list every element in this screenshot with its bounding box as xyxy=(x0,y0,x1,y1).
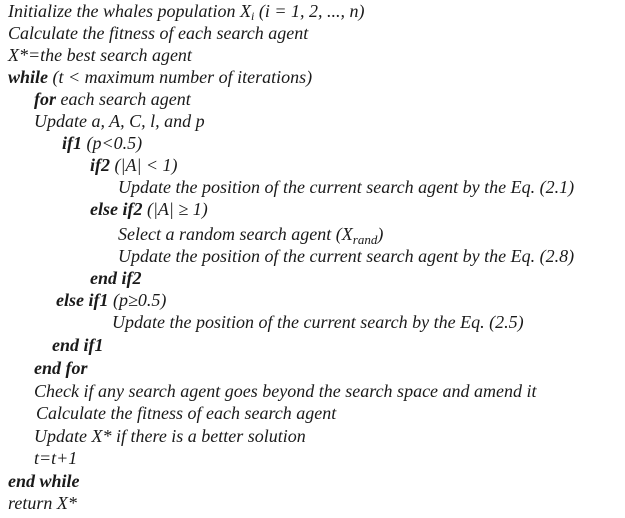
keyword: else if1 xyxy=(56,290,109,310)
line-update-eq-2-1 xyxy=(118,176,574,198)
keyword: for xyxy=(34,89,56,109)
line-initialize xyxy=(8,0,364,22)
line-text: (t < maximum number of iterations) xyxy=(48,67,313,87)
line-return xyxy=(8,492,77,514)
line-text: Update a, A, C, l, and p xyxy=(34,111,205,131)
line-text: (p<0.5) xyxy=(82,133,143,153)
line-best-agent xyxy=(8,44,192,66)
line-text: Calculate the fitness of each search agent xyxy=(8,23,309,43)
keyword: if1 xyxy=(62,133,82,153)
line-if2 xyxy=(90,154,178,176)
keyword: if2 xyxy=(90,155,110,175)
line-text: Check if any search agent goes beyond the search space and amend it xyxy=(34,381,537,401)
line-text: (i = 1, 2, ..., n) xyxy=(254,1,365,21)
line-while xyxy=(8,66,312,88)
keyword: end while xyxy=(8,471,80,491)
line-check-bounds xyxy=(34,380,537,402)
keyword: end if2 xyxy=(90,268,142,288)
line-update-best xyxy=(34,425,306,447)
line-end-for xyxy=(34,357,88,379)
line-end-if1 xyxy=(52,334,104,356)
line-for xyxy=(34,88,191,110)
keyword: end if1 xyxy=(52,335,104,355)
keyword: end for xyxy=(34,358,88,378)
line-text: Initialize the whales population X xyxy=(8,1,251,21)
line-text: Update X* if there is a better solution xyxy=(34,426,306,446)
line-calc-fitness xyxy=(8,22,308,44)
line-update-eq-2-5 xyxy=(112,311,524,333)
line-text: Select a random search agent (X xyxy=(118,224,353,244)
line-if1 xyxy=(62,132,142,154)
line-text: Update the position of the current search by the Eq. (2.5) xyxy=(112,312,524,332)
line-text: t=t+1 xyxy=(34,448,78,468)
line-else-if2 xyxy=(90,198,208,220)
line-text: (|A| ≥ 1) xyxy=(142,199,208,219)
line-increment xyxy=(34,447,77,469)
line-text: Update the position of the current search agent by the Eq. (2.1) xyxy=(118,177,575,197)
line-text: return X* xyxy=(8,493,77,513)
line-end-while xyxy=(8,470,80,492)
line-text: X*=the best search agent xyxy=(8,45,192,65)
line-text: Calculate the fitness of each search agent xyxy=(36,403,337,423)
line-calc-fitness-2 xyxy=(36,402,336,424)
line-select-random xyxy=(118,223,383,245)
line-text: (|A| < 1) xyxy=(110,155,178,175)
subscript: i xyxy=(250,9,255,23)
line-text: (p≥0.5) xyxy=(108,290,167,310)
line-end-if2 xyxy=(90,267,142,289)
line-else-if1 xyxy=(56,289,166,311)
keyword: else if2 xyxy=(90,199,143,219)
subscript: rand xyxy=(352,232,378,247)
line-text: each search agent xyxy=(56,89,191,109)
keyword: while xyxy=(8,67,49,87)
line-text: ) xyxy=(377,224,384,244)
line-update-eq-2-8 xyxy=(118,245,574,267)
line-text: Update the position of the current search agent by the Eq. (2.8) xyxy=(118,246,575,266)
line-update-params xyxy=(34,110,205,132)
